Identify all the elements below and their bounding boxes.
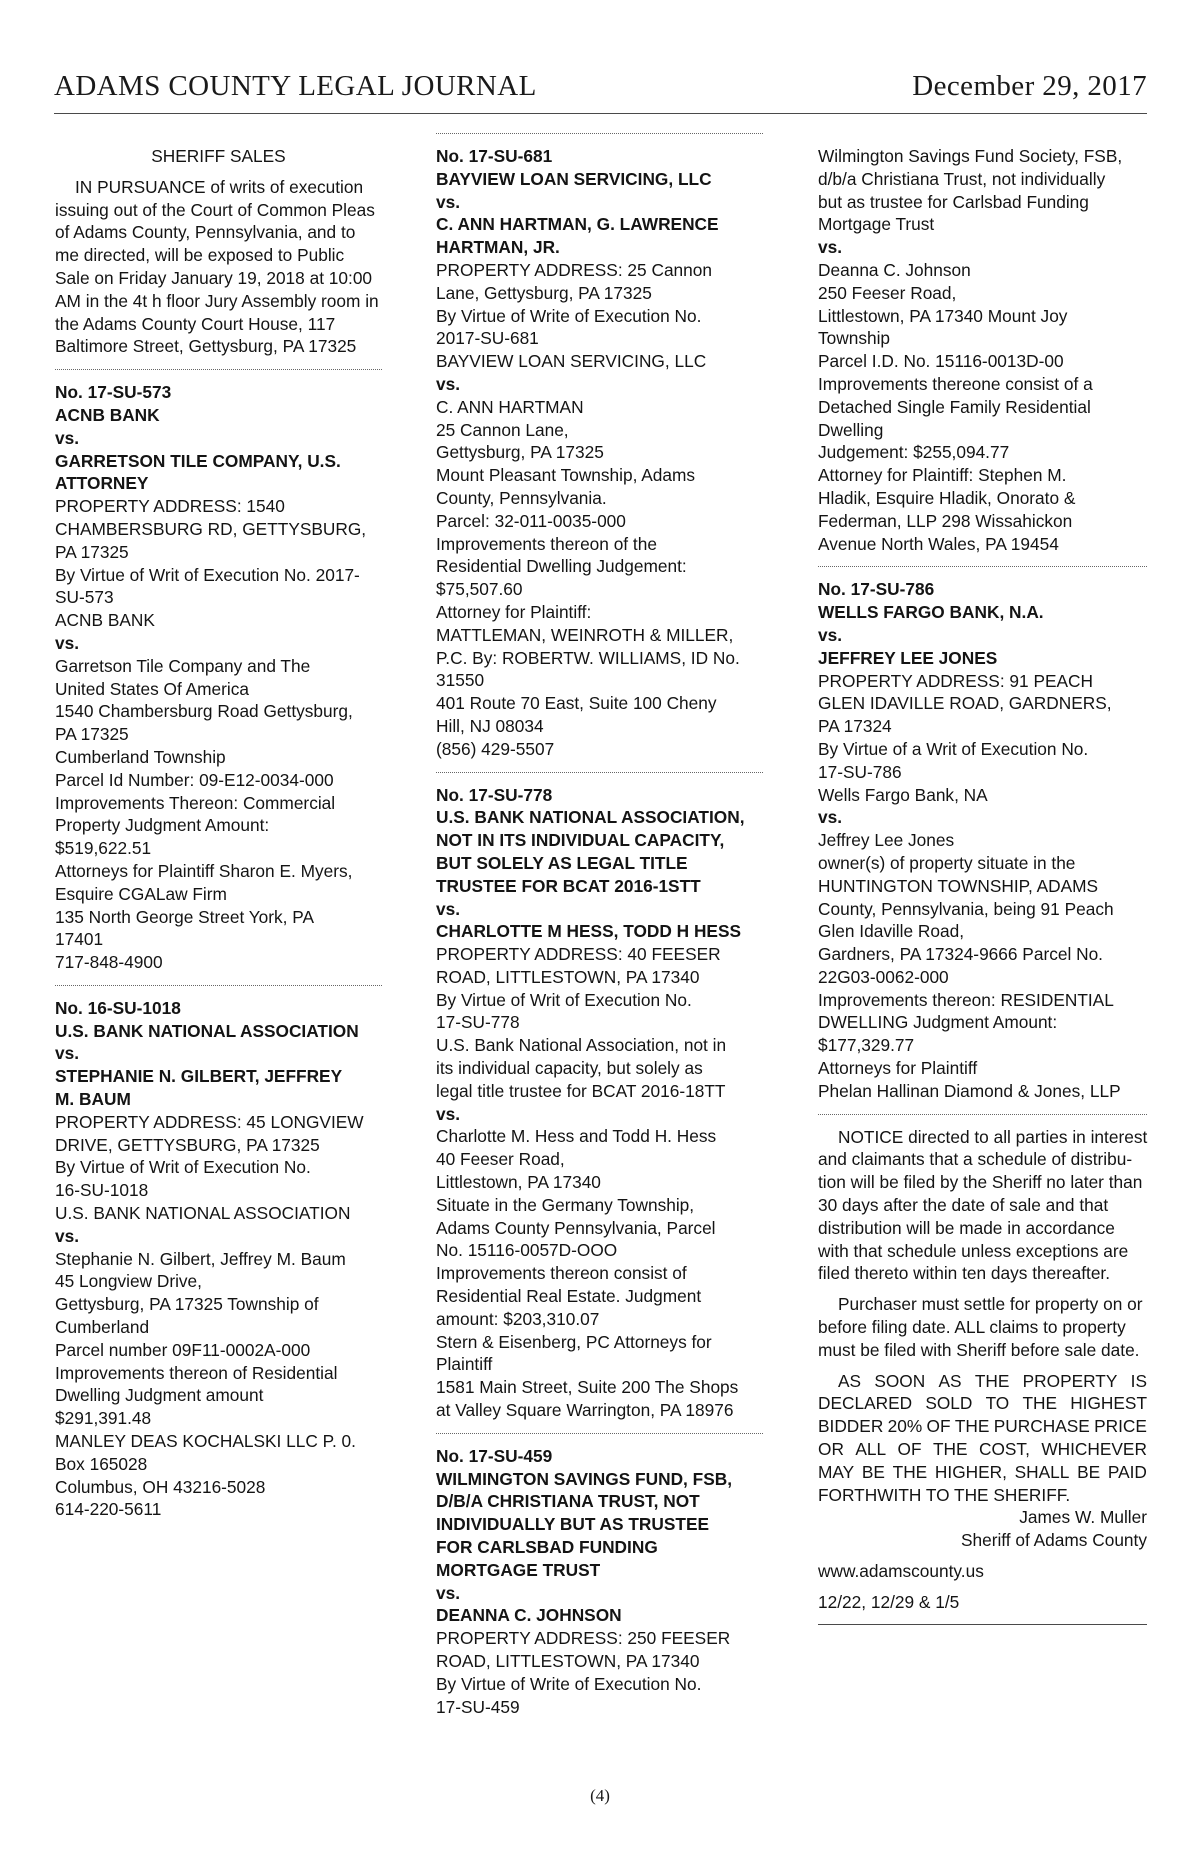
- notice-text-line: U.S. BANK NATIONAL ASSOCIATION: [55, 1203, 351, 1224]
- notice-text-line: Dwelling Judgment amount: [55, 1385, 264, 1406]
- notice-heading-line: vs.: [55, 1225, 80, 1246]
- notice-text-line: DRIVE, GETTYSBURG, PA 17325: [55, 1134, 320, 1155]
- notice-text-line: 717-848-4900: [55, 952, 163, 973]
- notice-heading-line: vs.: [818, 807, 843, 828]
- notice-heading-line: STEPHANIE N. GILBERT, JEFFREY: [55, 1066, 343, 1087]
- column-top-dotted-rule: [436, 133, 763, 134]
- header-rule: [54, 113, 1147, 114]
- notice-text-line: MANLEY DEAS KOCHALSKI LLC P. 0.: [55, 1431, 356, 1452]
- column-middle: [436, 145, 763, 1718]
- dotted-separator: [55, 974, 382, 997]
- notice-text-line: me directed, will be exposed to Public: [55, 245, 345, 266]
- notice-text-line: 614-220-5611: [55, 1499, 162, 1520]
- notice-text-line: $519,622.51: [55, 838, 152, 859]
- notice-text-line: PA 17325: [55, 541, 129, 562]
- notice-text-line: Avenue North Wales, PA 19454: [818, 533, 1059, 554]
- notice-text-line: ROAD, LITTLESTOWN, PA 17340: [436, 1651, 700, 1671]
- notice-text-line: must be filed with Sheriff before sale date.: [818, 1339, 1140, 1360]
- notice-text-line: 135 North George Street York, PA: [55, 906, 315, 927]
- notice-text-line: AM in the 4t h floor Jury Assembly room in: [55, 290, 379, 311]
- notice-text-line: By Virtue of Writ of Execution No.: [55, 1157, 311, 1178]
- notice-heading-line: vs.: [55, 427, 80, 448]
- notice-text-line: By Virtue of Writ of Execution No.: [436, 989, 692, 1010]
- notice-heading-line: HARTMAN, JR.: [436, 237, 560, 258]
- notice-text-line: SU-573: [55, 587, 114, 608]
- notice-text-line: By Virtue of Write of Execution No.: [436, 305, 702, 326]
- notice-text-line: PA 17325: [55, 724, 129, 745]
- notice-text-line: Purchaser must settle for property on or: [838, 1294, 1143, 1315]
- notice-text-line: United States Of America: [55, 678, 250, 699]
- notice-text-line: ROAD, LITTLESTOWN, PA 17340: [436, 966, 700, 987]
- notice-text-line: DECLARED SOLD TO THE HIGHEST: [818, 1393, 1147, 1414]
- notice-text-line: Littlestown, PA 17340: [436, 1172, 601, 1193]
- notice-text-line: Wilmington Savings Fund Society, FSB,: [818, 146, 1123, 166]
- notice-text-line: 250 Feeser Road,: [818, 282, 957, 303]
- dotted-separator: [818, 1103, 1147, 1126]
- notice-text-line: Charlotte M. Hess and Todd H. Hess: [436, 1126, 717, 1147]
- issue-date: December 29, 2017: [912, 70, 1147, 102]
- dotted-separator: [436, 761, 763, 784]
- notice-heading-line: No. 17-SU-778: [436, 784, 553, 805]
- notice-text-line: of Adams County, Pennsylvania, and to: [55, 222, 356, 243]
- notice-text-line: Attorney for Plaintiff:: [436, 601, 592, 622]
- notice-text-line: Improvements thereon of the: [436, 533, 657, 554]
- notice-heading-line: DEANNA C. JOHNSON: [436, 1605, 622, 1626]
- notice-heading-line: vs.: [436, 373, 461, 394]
- notice-text-line: No. 15116-0057D-OOO: [436, 1240, 618, 1261]
- notice-text-line: Improvements thereon: RESIDENTIAL: [818, 989, 1114, 1010]
- notice-text-line: legal title trustee for BCAT 2016-18TT: [436, 1080, 726, 1101]
- notice-text-line: NOTICE directed to all parties in interest: [838, 1126, 1148, 1147]
- notice-heading-line: vs.: [818, 237, 843, 258]
- notice-text-line: 16-SU-1018: [55, 1180, 149, 1201]
- notice-text-line: Mortgage Trust: [818, 214, 935, 235]
- notice-text-line: OR ALL OF THE COST, WHICHEVER: [818, 1439, 1147, 1460]
- notice-text-line: IN PURSUANCE of writs of execution: [75, 176, 364, 197]
- notice-text-line: Situate in the Germany Township,: [436, 1194, 695, 1215]
- notice-text-line: with that schedule unless exceptions are: [818, 1240, 1129, 1261]
- notice-text-line: Property Judgment Amount:: [55, 815, 270, 836]
- notice-text-line: amount: $203,310.07: [436, 1308, 600, 1329]
- notice-text-line: Parcel Id Number: 09-E12-0034-000: [55, 769, 334, 790]
- notice-heading-line: GARRETSON TILE COMPANY, U.S.: [55, 450, 341, 471]
- notice-heading-line: No. 17-SU-573: [55, 382, 172, 403]
- notice-text-line: 40 Feeser Road,: [436, 1149, 565, 1170]
- notice-text-line: Parcel: 32-011-0035-000: [436, 510, 626, 531]
- notice-text-line: MAY BE THE HIGHER, SHALL BE PAID: [818, 1461, 1147, 1482]
- notice-heading-line: FOR CARLSBAD FUNDING: [436, 1537, 658, 1558]
- notice-heading-line: U.S. BANK NATIONAL ASSOCIATION: [55, 1020, 359, 1041]
- notice-text-line: Stern & Eisenberg, PC Attorneys for: [436, 1331, 712, 1352]
- notice-heading-line: BUT SOLELY AS LEGAL TITLE: [436, 852, 688, 873]
- notice-text-line: Gardners, PA 17324-9666 Parcel No.: [818, 944, 1103, 965]
- notice-heading-line: vs.: [436, 1103, 461, 1124]
- notice-text-line: Hill, NJ 08034: [436, 715, 544, 736]
- notice-heading-line: M. BAUM: [55, 1089, 131, 1110]
- notice-text-line: PA 17324: [818, 716, 892, 737]
- notice-text-line: HUNTINGTON TOWNSHIP, ADAMS: [818, 875, 1099, 896]
- notice-text-line: County, Pennsylvania, being 91 Peach: [818, 898, 1114, 919]
- notice-heading-line: CHARLOTTE M HESS, TODD H HESS: [436, 921, 742, 942]
- notice-text-line: Judgement: $255,094.77: [818, 442, 1010, 463]
- notice-text-line: Jeffrey Lee Jones: [818, 830, 955, 851]
- notice-text-line: Detached Single Family Residential: [818, 396, 1091, 417]
- notice-text-line: 45 Longview Drive,: [55, 1271, 202, 1292]
- notice-text-line: owner(s) of property situate in the: [818, 852, 1076, 873]
- notice-text-line: the Adams County Court House, 117: [55, 313, 336, 334]
- notice-text-line: 2017-SU-681: [436, 328, 539, 349]
- notice-text-line: By Virtue of a Writ of Execution No.: [818, 738, 1089, 759]
- notice-text-line: P.C. By: ROBERTW. WILLIAMS, ID No.: [436, 647, 740, 668]
- notice-text-line: Gettysburg, PA 17325: [436, 442, 604, 463]
- notice-text-line: $75,507.60: [436, 579, 523, 600]
- notice-text-line: 31550: [436, 670, 485, 691]
- notice-text-line: BIDDER 20% OF THE PURCHASE PRICE: [818, 1416, 1147, 1437]
- notice-text-line: GLEN IDAVILLE ROAD, GARDNERS,: [818, 693, 1112, 714]
- notice-heading-line: BAYVIEW LOAN SERVICING, LLC: [436, 168, 712, 189]
- notice-heading-line: U.S. BANK NATIONAL ASSOCIATION,: [436, 807, 745, 828]
- notice-text-line: Residential Real Estate. Judgment: [436, 1286, 702, 1307]
- notice-text-line: d/b/a Christiana Trust, not individually: [818, 168, 1106, 189]
- notice-heading-line: No. 17-SU-459: [436, 1445, 553, 1466]
- notice-heading-line: No. 17-SU-786: [818, 579, 935, 600]
- spacer: [818, 1362, 1147, 1370]
- notice-heading-line: ACNB BANK: [55, 404, 160, 425]
- notice-text-line: Garretson Tile Company and The: [55, 655, 311, 676]
- notice-text-line: Lane, Gettysburg, PA 17325: [436, 282, 652, 303]
- notice-text-line: Cumberland: [55, 1317, 150, 1338]
- notice-text-line: 17401: [55, 929, 104, 950]
- dotted-separator: [436, 1422, 763, 1445]
- notice-text-line: MATTLEMAN, WEINROTH & MILLER,: [436, 624, 734, 645]
- spacer: [818, 1583, 1147, 1591]
- notice-text-line: Adams County Pennsylvania, Parcel: [436, 1217, 716, 1238]
- notice-text-line: at Valley Square Warrington, PA 18976: [436, 1400, 734, 1421]
- notice-text-line: Sheriff of Adams County: [960, 1530, 1147, 1551]
- notice-heading-line: WELLS FARGO BANK, N.A.: [818, 602, 1044, 623]
- notice-text-line: 1540 Chambersburg Road Gettysburg,: [55, 701, 353, 722]
- notice-text-line: but as trustee for Carlsbad Funding: [818, 191, 1089, 212]
- notice-text-line: filed thereto within ten days thereafter.: [818, 1263, 1111, 1284]
- notice-text-line: 12/22, 12/29 & 1/5: [818, 1591, 960, 1612]
- notice-text-line: 1581 Main Street, Suite 200 The Shops: [436, 1377, 739, 1398]
- notice-text-line: Improvements thereon of Residential: [55, 1362, 338, 1383]
- notice-heading-line: JEFFREY LEE JONES: [818, 647, 998, 668]
- notice-text-line: PROPERTY ADDRESS: 25 Cannon: [436, 259, 712, 280]
- notice-text-line: Improvements thereone consist of a: [818, 373, 1093, 394]
- notice-heading-line: vs.: [55, 1043, 80, 1064]
- notice-text-line: Deanna C. Johnson: [818, 259, 971, 280]
- notice-heading-line: No. 17-SU-681: [436, 146, 553, 166]
- notice-text-line: 17-SU-459: [436, 1696, 520, 1717]
- notice-text-line: Attorneys for Plaintiff: [818, 1058, 978, 1079]
- notice-text-line: Esquire CGALaw Firm: [55, 883, 227, 904]
- notice-text-line: 22G03-0062-000: [818, 966, 949, 987]
- dotted-separator: [55, 358, 382, 381]
- notice-text-line: tion will be filed by the Sheriff no later than: [818, 1172, 1143, 1193]
- notice-text-line: Dwelling: [818, 419, 884, 440]
- notice-text-line: 17-SU-778: [436, 1012, 520, 1033]
- notice-text-line: Improvements thereon consist of: [436, 1263, 687, 1284]
- notice-text-line: Columbus, OH 43216-5028: [55, 1476, 266, 1497]
- notice-text-line: PROPERTY ADDRESS: 45 LONGVIEW: [55, 1111, 364, 1132]
- notice-text-line: By Virtue of Writ of Execution No. 2017-: [55, 564, 360, 585]
- notice-heading-line: vs.: [436, 898, 461, 919]
- notice-heading-line: NOT IN ITS INDIVIDUAL CAPACITY,: [436, 830, 725, 851]
- notice-text-line: 30 days after the date of sale and that: [818, 1195, 1109, 1216]
- notice-heading-line: vs.: [818, 624, 843, 645]
- notice-text-line: www.adamscounty.us: [818, 1561, 984, 1582]
- notice-text-line: U.S. Bank National Association, not in: [436, 1035, 727, 1056]
- notice-text-line: Sale on Friday January 19, 2018 at 10:00: [55, 267, 373, 288]
- notice-text-line: C. ANN HARTMAN: [436, 396, 584, 417]
- notice-text-line: Gettysburg, PA 17325 Township of: [55, 1294, 319, 1315]
- notice-text-line: Mount Pleasant Township, Adams: [436, 465, 696, 486]
- notice-text-line: (856) 429-5507: [436, 738, 555, 759]
- spacer: [818, 1285, 1147, 1293]
- notice-text-line: $177,329.77: [818, 1035, 915, 1056]
- notice-text-line: Parcel number 09F11-0002A-000: [55, 1339, 311, 1360]
- notice-text-line: before filing date. ALL claims to property: [818, 1317, 1126, 1338]
- publication-title: ADAMS COUNTY LEGAL JOURNAL: [54, 70, 537, 102]
- notice-text-line: Plaintiff: [436, 1354, 493, 1375]
- notice-text-line: Wells Fargo Bank, NA: [818, 784, 988, 805]
- notice-text-line: Littlestown, PA 17340 Mount Joy: [818, 305, 1068, 326]
- notice-heading-line: D/B/A CHRISTIANA TRUST, NOT: [436, 1491, 700, 1512]
- notice-heading-line: No. 16-SU-1018: [55, 997, 181, 1018]
- notice-text-line: Baltimore Street, Gettysburg, PA 17325: [55, 336, 357, 357]
- notice-text-line: Box 165028: [55, 1453, 148, 1474]
- notice-heading-line: ATTORNEY: [55, 473, 149, 494]
- notice-heading-line: vs.: [436, 1582, 461, 1603]
- spacer: [55, 168, 382, 176]
- notice-text-line: distribution will be made in accordance: [818, 1217, 1115, 1238]
- notice-text-line: PROPERTY ADDRESS: 1540: [55, 496, 285, 517]
- notice-text-line: AS SOON AS THE PROPERTY IS: [838, 1370, 1147, 1391]
- column-right: [818, 145, 1147, 1625]
- notice-text-line: PROPERTY ADDRESS: 250 FEESER: [436, 1628, 731, 1649]
- notice-text-line: James W. Muller: [1019, 1507, 1147, 1528]
- end-rule: [818, 1624, 1147, 1625]
- notice-text-line: County, Pennsylvania.: [436, 487, 607, 508]
- notice-text-line: Township: [818, 328, 891, 349]
- notice-text-line: Attorney for Plaintiff: Stephen M.: [818, 465, 1067, 486]
- notice-text-line: and claimants that a schedule of distribu-: [818, 1149, 1133, 1170]
- page-number: (4): [590, 1786, 610, 1805]
- notice-text-line: issuing out of the Court of Common Pleas: [55, 199, 375, 220]
- notice-text-line: Glen Idaville Road,: [818, 921, 965, 942]
- notice-text-line: 17-SU-786: [818, 761, 902, 782]
- notice-text-line: By Virtue of Write of Execution No.: [436, 1673, 702, 1694]
- notice-text-line: FORTHWITH TO THE SHERIFF.: [818, 1484, 1071, 1505]
- notice-text-line: Hladik, Esquire Hladik, Onorato &: [818, 487, 1076, 508]
- notice-text-line: 401 Route 70 East, Suite 100 Cheny: [436, 693, 717, 714]
- notice-text-line: 25 Cannon Lane,: [436, 419, 569, 440]
- notice-text-line: PROPERTY ADDRESS: 91 PEACH: [818, 670, 1093, 691]
- notice-text-line: ACNB BANK: [55, 610, 155, 631]
- notice-text-line: BAYVIEW LOAN SERVICING, LLC: [436, 351, 707, 372]
- notice-heading-line: C. ANN HARTMAN, G. LAWRENCE: [436, 214, 719, 235]
- notice-text-line: Federman, LLP 298 Wissahickon: [818, 510, 1073, 531]
- notice-text-line: Stephanie N. Gilbert, Jeffrey M. Baum: [55, 1248, 346, 1269]
- notice-text-line: its individual capacity, but solely as: [436, 1058, 703, 1079]
- notice-text-line: Residential Dwelling Judgement:: [436, 556, 687, 577]
- notice-heading-line: WILMINGTON SAVINGS FUND, FSB,: [436, 1468, 733, 1489]
- notice-text-line: Cumberland Township: [55, 746, 226, 767]
- notice-text-line: Improvements Thereon: Commercial: [55, 792, 336, 813]
- notice-text-line: DWELLING Judgment Amount:: [818, 1012, 1058, 1033]
- notice-text-line: $291,391.48: [55, 1408, 152, 1429]
- notice-heading-line: vs.: [55, 632, 80, 653]
- notice-text-line: Phelan Hallinan Diamond & Jones, LLP: [818, 1080, 1121, 1101]
- notice-heading-line: MORTGAGE TRUST: [436, 1559, 601, 1580]
- notice-text-line: CHAMBERSBURG RD, GETTYSBURG,: [55, 518, 367, 539]
- column-left: [55, 145, 382, 1521]
- dotted-separator: [818, 555, 1147, 578]
- notice-text-line: SHERIFF SALES: [151, 146, 286, 166]
- notice-text-line: PROPERTY ADDRESS: 40 FEESER: [436, 944, 721, 965]
- notice-heading-line: INDIVIDUALLY BUT AS TRUSTEE: [436, 1514, 710, 1535]
- notice-text-line: Attorneys for Plaintiff Sharon E. Myers,: [55, 860, 353, 881]
- notice-heading-line: TRUSTEE FOR BCAT 2016-1STT: [436, 875, 701, 896]
- notice-heading-line: vs.: [436, 191, 461, 212]
- notice-text-line: Parcel I.D. No. 15116-0013D-00: [818, 351, 1064, 372]
- spacer: [818, 1552, 1147, 1560]
